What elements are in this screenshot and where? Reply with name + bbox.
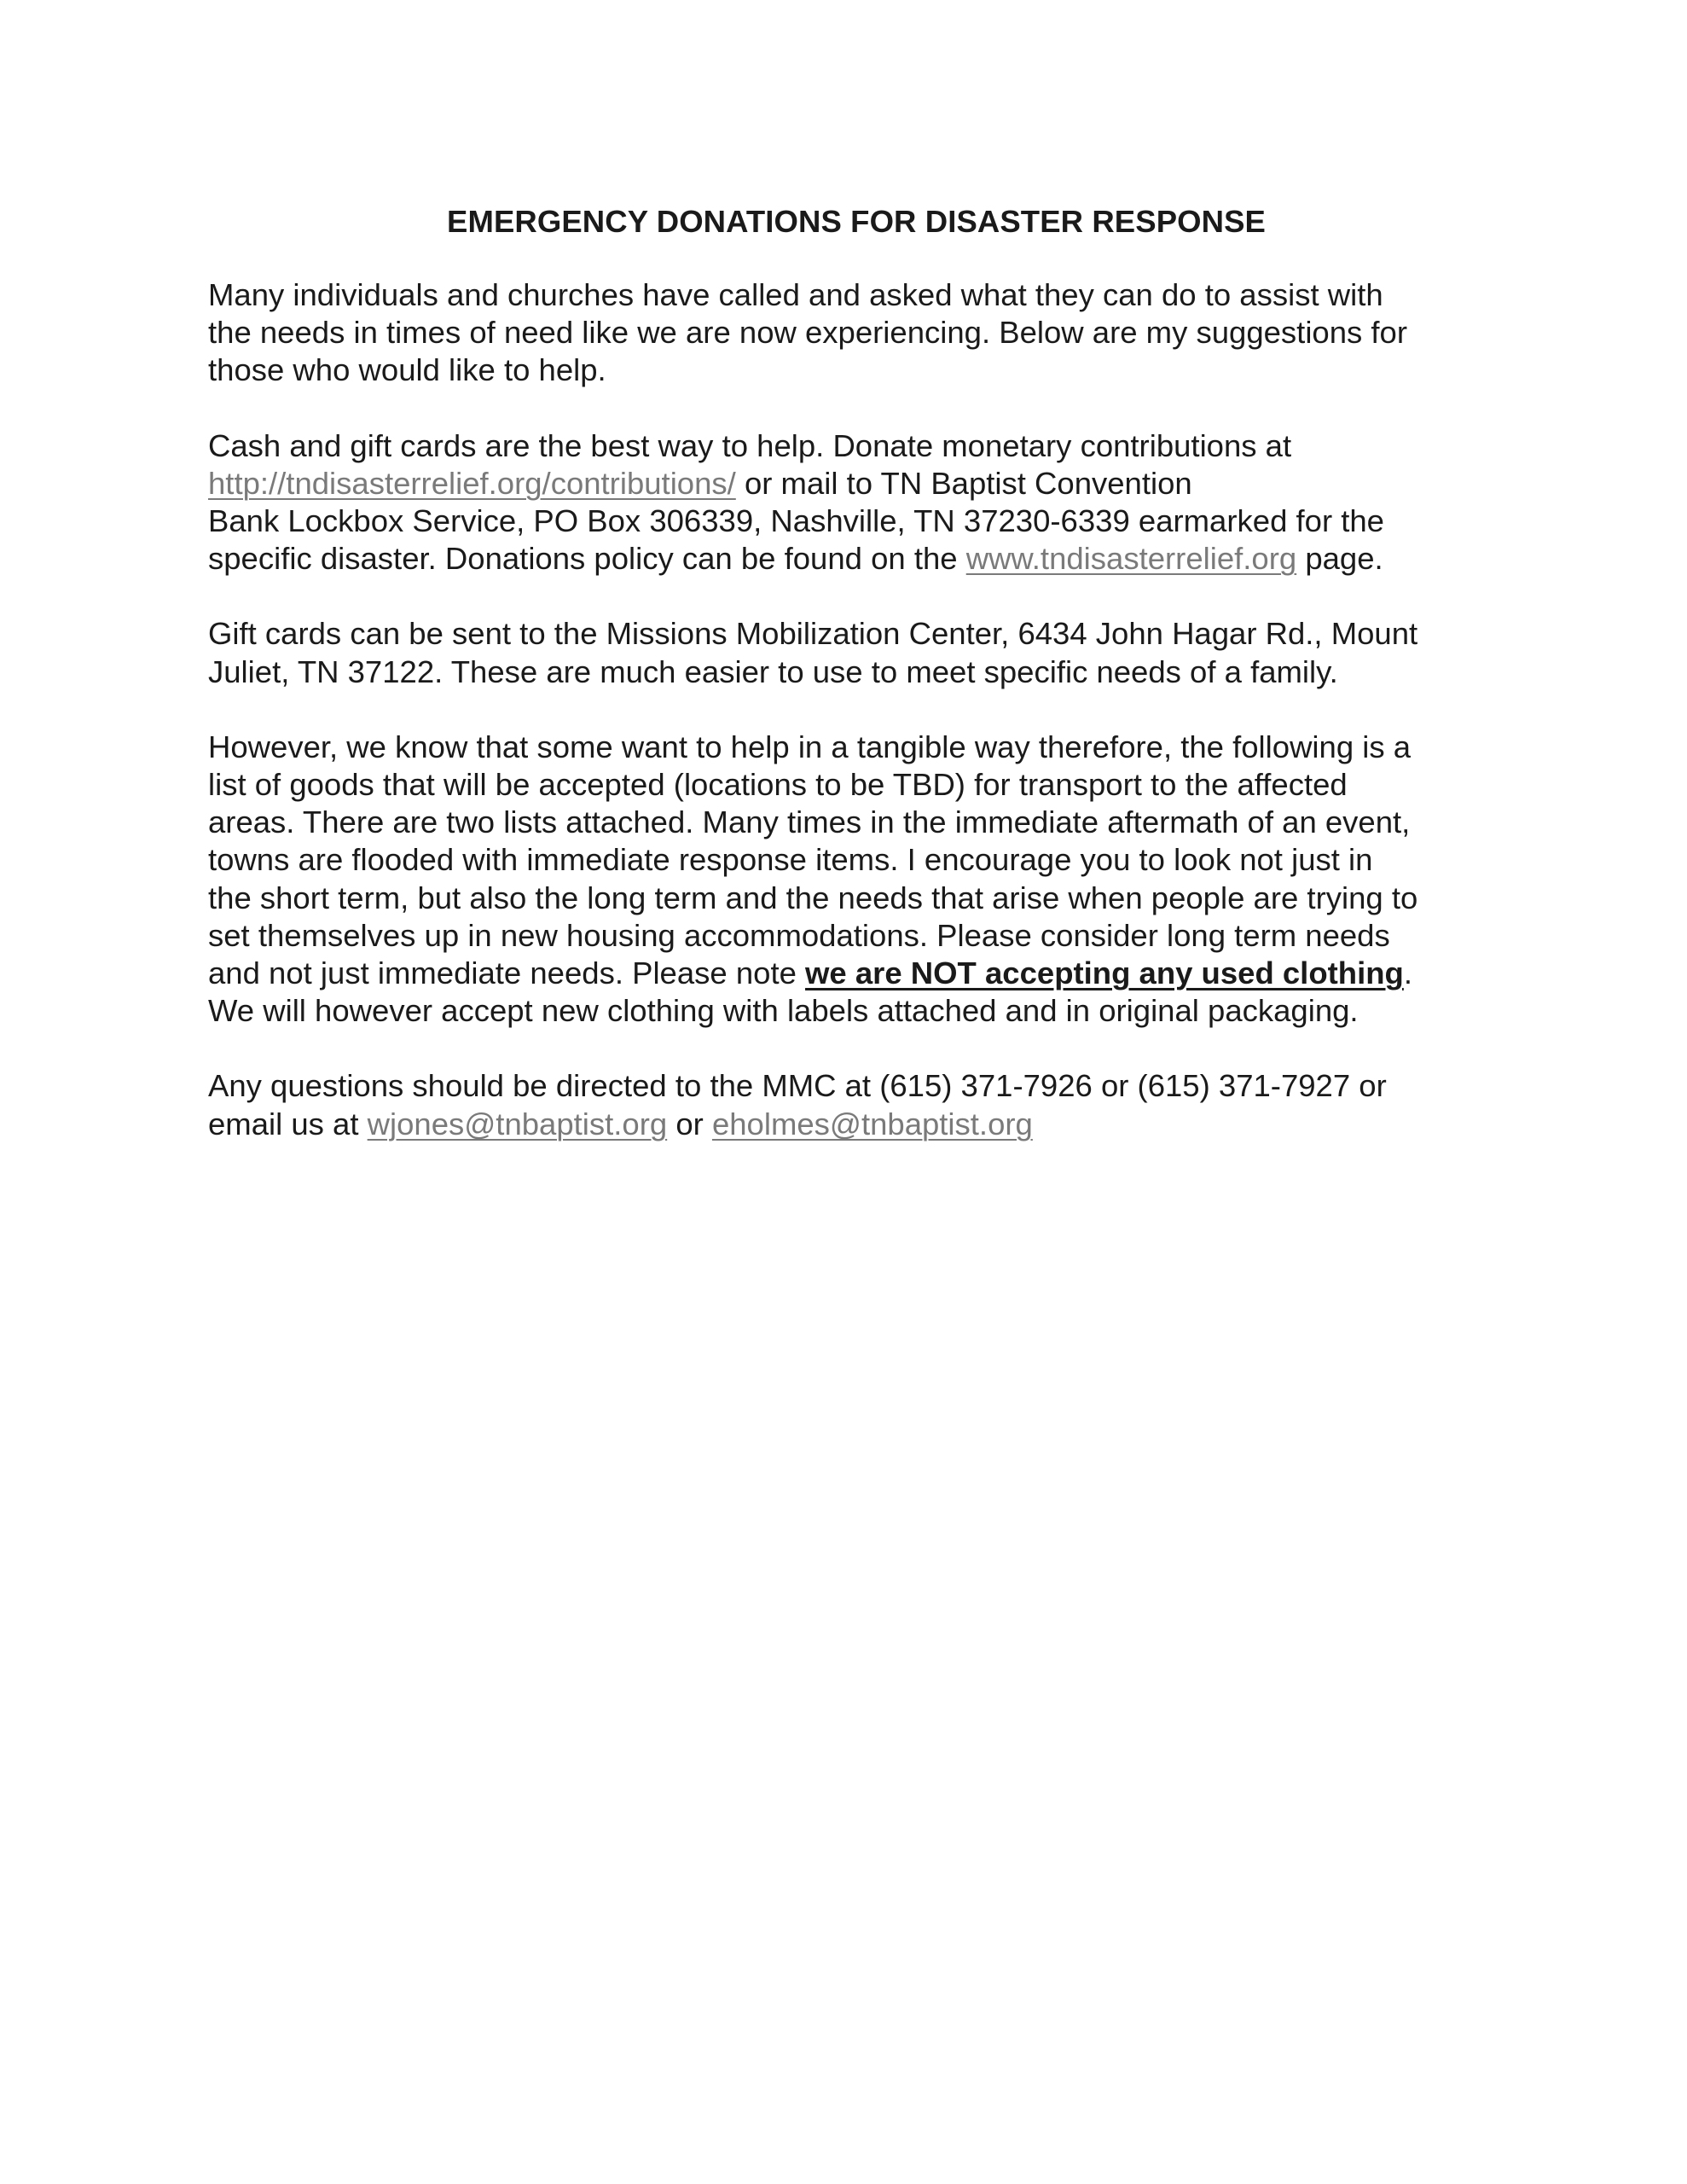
text-line: areas. There are two lists attached. Many times in the immediate aftermath of an event, [208, 804, 1411, 840]
document-body [208, 203, 1504, 1181]
text-segment: page. [1296, 541, 1383, 577]
intro-paragraph [208, 276, 1504, 390]
text-segment: specific disaster. Donations policy can be found on the [208, 541, 966, 577]
text-line [208, 955, 1504, 992]
text-line [208, 465, 1504, 502]
text-segment: . [1403, 956, 1412, 991]
contributions-link[interactable]: http://tndisasterrelief.org/contributions/ [208, 465, 736, 501]
text-segment: or mail to TN Baptist Convention [735, 465, 1192, 501]
used-clothing-notice: we are NOT accepting any used clothing [805, 956, 1404, 991]
text-line: Cash and gift cards are the best way to help. Donate monetary contributions at [208, 427, 1292, 463]
text-line: those who would like to help. [208, 352, 606, 388]
text-line: set themselves up in new housing accommodations. Please consider long term needs [208, 917, 1390, 953]
page-title: EMERGENCY DONATIONS FOR DISASTER RESPONSE [447, 204, 1266, 239]
email-link-wjones[interactable]: wjones@tnbaptist.org [367, 1106, 668, 1141]
gift-cards-paragraph [208, 615, 1504, 690]
text-line: Any questions should be directed to the MMC at (615) 371-7926 or (615) 371-7927 or [208, 1068, 1387, 1104]
text-segment: or [667, 1106, 712, 1141]
text-line: Many individuals and churches have called and asked what they can do to assist with [208, 277, 1383, 312]
text-line: We will however accept new clothing with labels attached and in original packaging. [208, 993, 1359, 1029]
text-segment: and not just immediate needs. Please note [208, 956, 806, 991]
goods-paragraph [208, 729, 1504, 1031]
text-segment: email us at [208, 1106, 368, 1141]
text-line: Bank Lockbox Service, PO Box 306339, Nashville, TN 37230-6339 earmarked for the [208, 503, 1384, 539]
text-line: list of goods that will be accepted (locations to be TBD) for transport to the affected [208, 767, 1348, 803]
text-line [208, 540, 1504, 578]
website-link[interactable]: www.tndisasterrelief.org [965, 541, 1297, 577]
email-link-eholmes[interactable]: eholmes@tnbaptist.org [711, 1106, 1033, 1141]
contact-paragraph [208, 1067, 1504, 1142]
text-line: the needs in times of need like we are now experiencing. Below are my suggestions for [208, 315, 1408, 351]
text-line: towns are flooded with immediate response items. I encourage you to look not just in [208, 842, 1373, 878]
text-line [208, 1106, 1504, 1143]
cash-donations-paragraph [208, 427, 1504, 578]
text-line: Juliet, TN 37122. These are much easier to use to meet specific needs of a family. [208, 653, 1338, 689]
text-line: Gift cards can be sent to the Missions Mobilization Center, 6434 John Hagar Rd., Mount [208, 616, 1418, 652]
text-line: However, we know that some want to help in a tangible way therefore, the following is a [208, 729, 1412, 764]
text-line: the short term, but also the long term and the needs that arise when people are trying to [208, 880, 1418, 915]
